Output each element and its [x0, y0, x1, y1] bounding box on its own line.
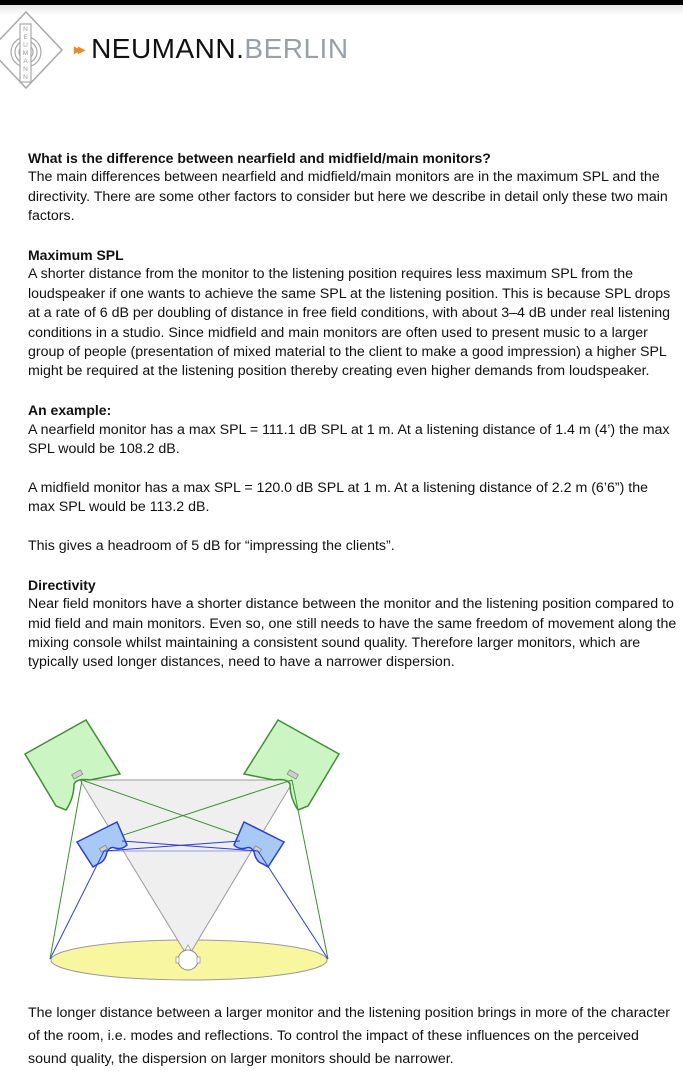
article-body	[28, 149, 678, 673]
neumann-logo-icon	[0, 10, 66, 90]
conclusion-paragraph: The longer distance between a larger monitor and the listening position brings in more of the character of the room, i.e. modes and reflections. To control the impact of these influences on the perceived sound quality, the dispersion on larger monitors should be narrower.	[28, 1005, 670, 1067]
listener-head	[178, 950, 198, 970]
example-heading: An example:	[28, 402, 112, 419]
svg-text:U: U	[23, 42, 28, 49]
monitor-placement-diagram	[22, 712, 342, 982]
brand-wordmark	[74, 31, 349, 67]
svg-text:A: A	[23, 58, 28, 65]
svg-text:N: N	[23, 66, 28, 73]
max-spl-paragraph: A shorter distance from the monitor to the listening position requires less maximum SPL from the loudspeaker if one wants to achieve the same SPL at the listening position. This is because SPL drops at a rate of 6 dB per doubling of distance in free field conditions, with about 3–4 dB under real listening conditions in a studio. Since midfield and main monitors are often used to present music to a larger group of people (presentation of mixed material to the client to make a good impression) a higher SPL might be required at the listening position thereby creating even higher demands from loudspeaker.	[28, 266, 671, 380]
stereo-triangle	[80, 780, 294, 957]
max-spl-heading: Maximum SPL	[28, 247, 124, 264]
brand-main: NEUMANN.	[91, 33, 245, 64]
double-arrow-icon: ▸▸	[74, 40, 83, 57]
brand-sub: BERLIN	[244, 33, 349, 64]
example-midfield: A midfield monitor has a max SPL = 120.0 dB SPL at 1 m. At a listening distance of 2.2 m (6’6”) the max SPL would be 113.2 dB.	[28, 479, 648, 516]
svg-text:M: M	[22, 50, 29, 57]
top-shade	[0, 5, 683, 15]
article-title: What is the difference between nearfield and midfield/main monitors?	[28, 150, 491, 166]
svg-text:N: N	[23, 74, 28, 81]
svg-text:E: E	[23, 34, 28, 41]
example-nearfield: A nearfield monitor has a max SPL = 111.1 dB SPL at 1 m. At a listening distance of 1.4 m (4’) the max SPL would be 108.2 dB.	[28, 421, 670, 458]
intro-paragraph: The main differences between nearfield and midfield/main monitors are in the maximum SPL and the directivity. There are some other factors to consider but here we describe in detail only these two main factors.	[28, 169, 668, 225]
nearfield-monitor-left	[77, 822, 127, 867]
directivity-paragraph: Near field monitors have a shorter distance between the monitor and the listening position compared to mid field and main monitors. Even so, one still needs to have the same freedom of movement along the mixing console whilst maintaining a consistent sound quality. Therefore larger monitors, which are typically used longer distances, need to have a narrower dispersion.	[28, 596, 677, 671]
conclusion-section	[28, 1002, 678, 1071]
example-headroom: This gives a headroom of 5 dB for “impressing the clients”.	[28, 538, 395, 555]
directivity-heading: Directivity	[28, 576, 96, 593]
svg-text:N: N	[23, 26, 28, 33]
